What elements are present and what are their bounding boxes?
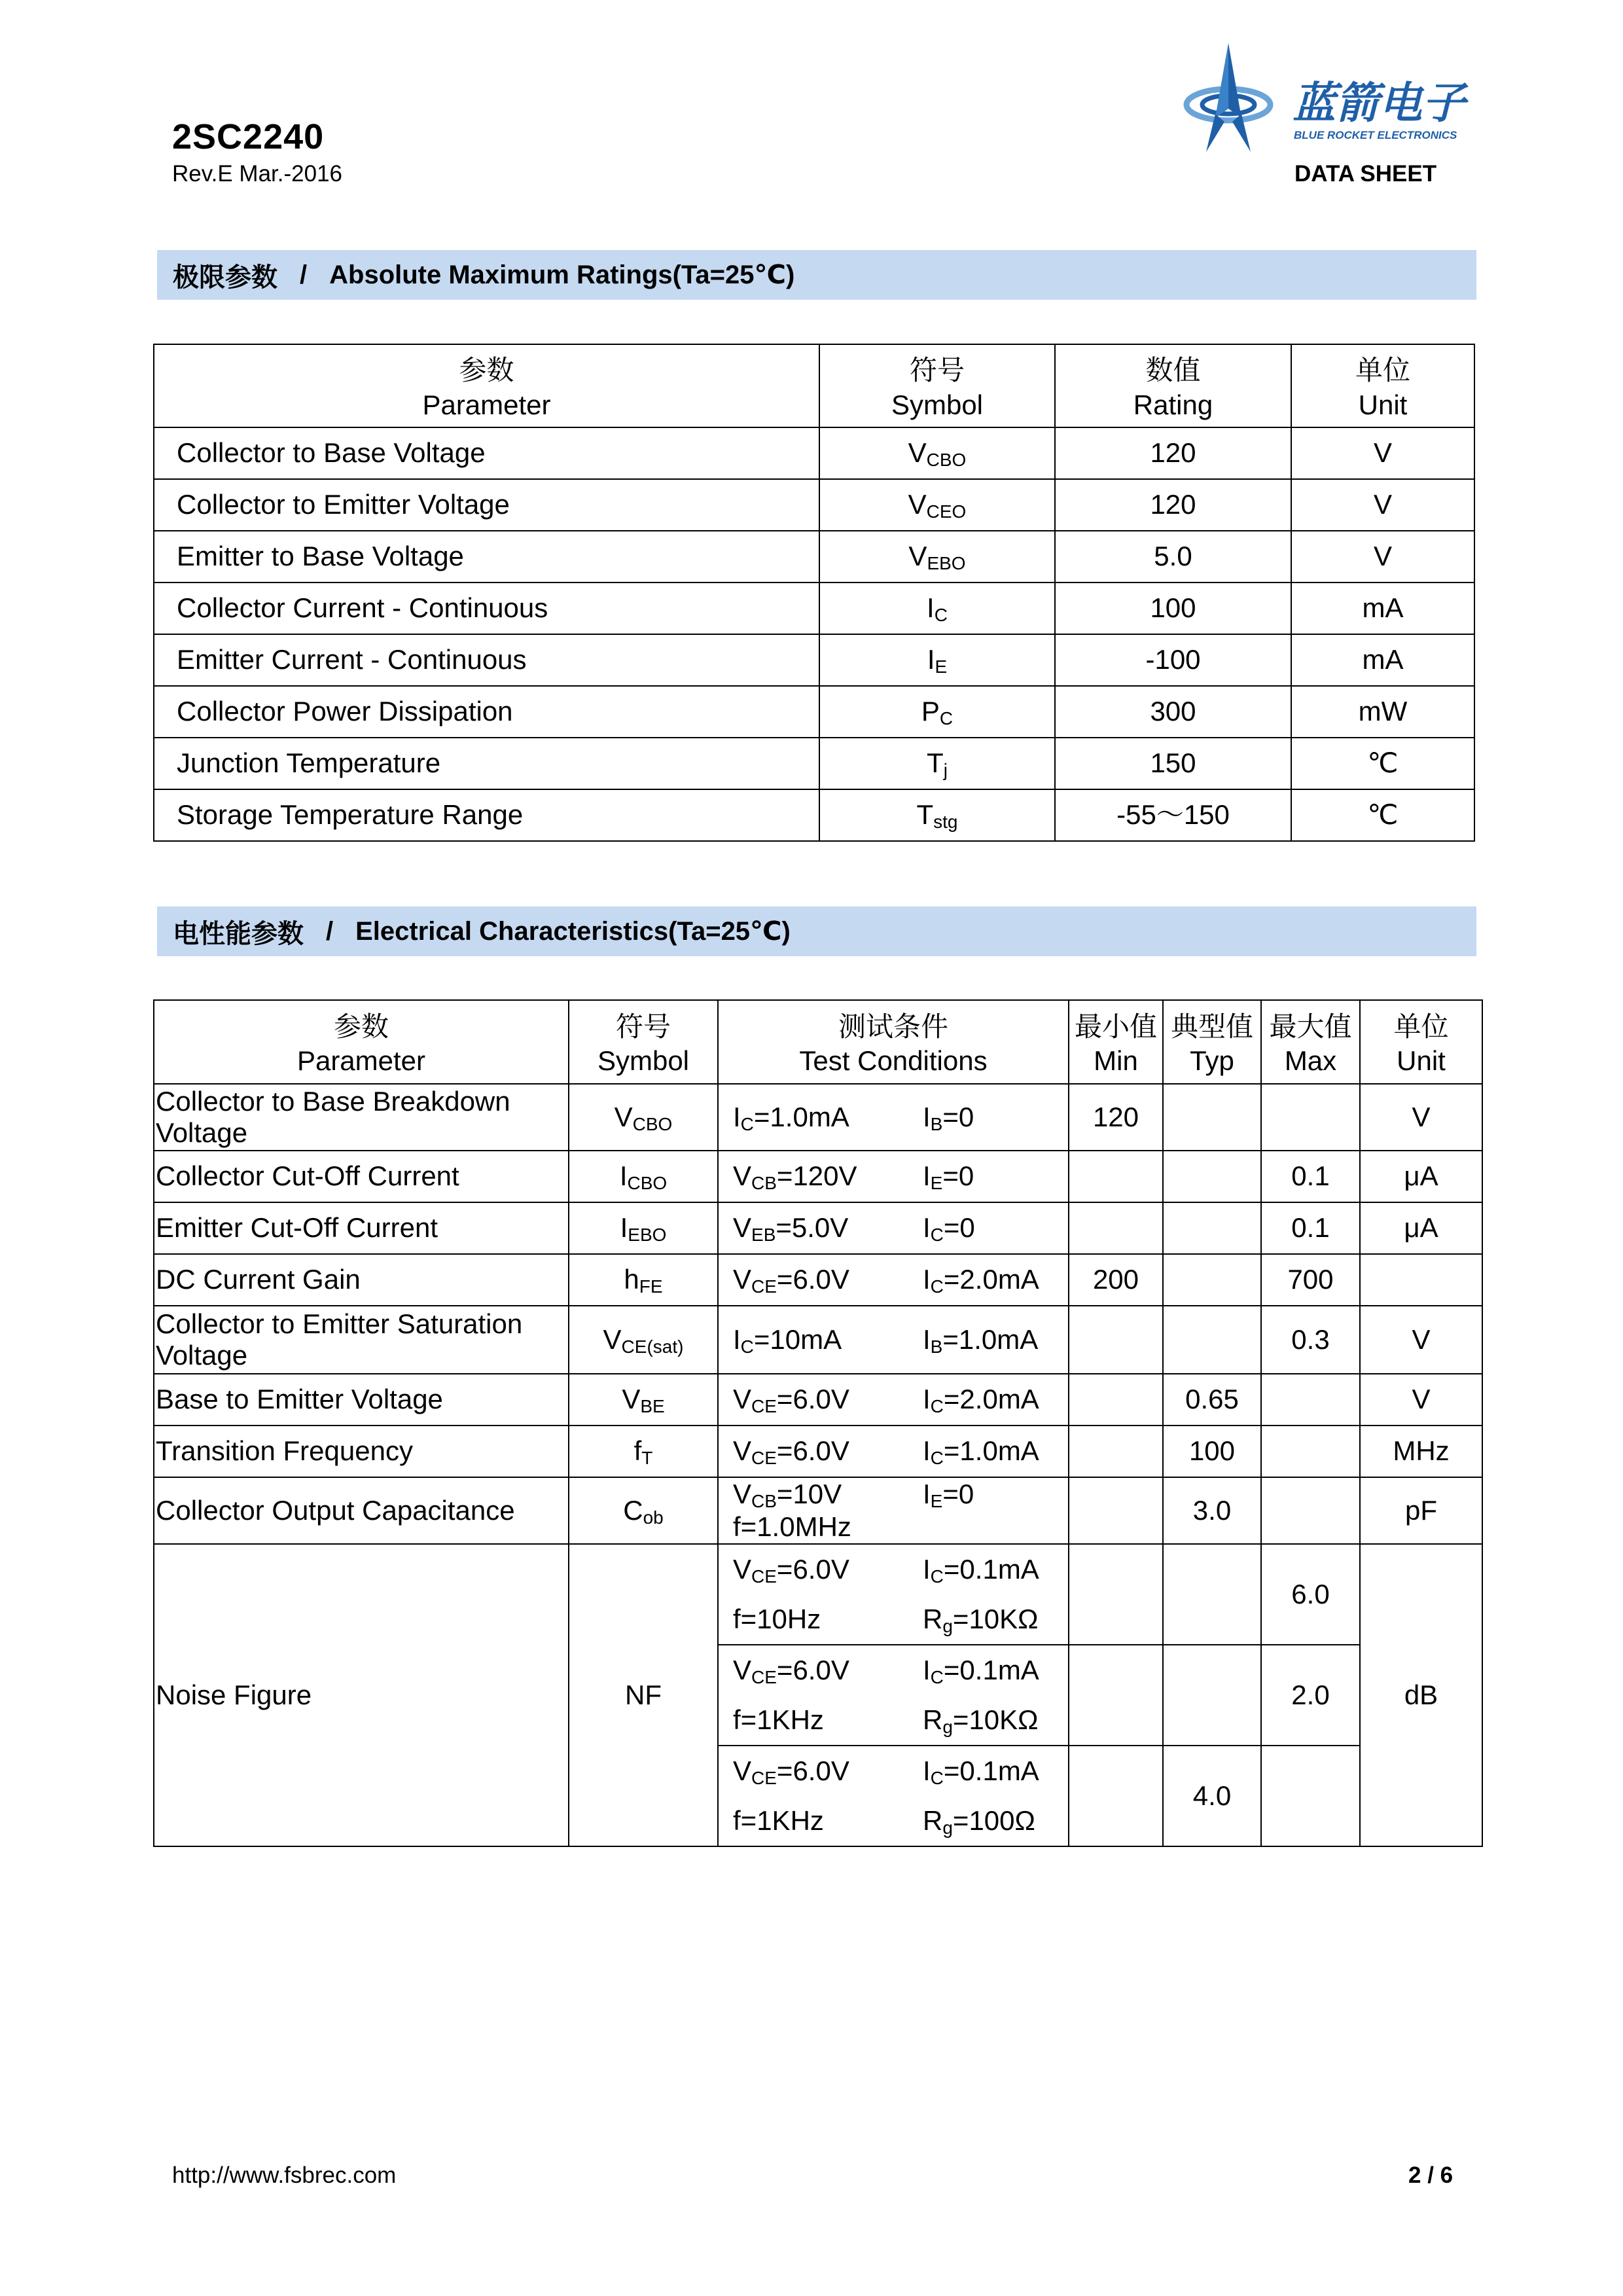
condition-frequency: f=10Hz	[733, 1604, 821, 1634]
elec-conditions	[718, 1084, 1069, 1151]
amr-rating: 300	[1055, 686, 1291, 738]
elec-unit: μA	[1360, 1202, 1482, 1254]
elec-min	[1069, 1477, 1163, 1544]
symbol-subscript: E	[935, 656, 948, 677]
condition-frequency: f=1.0MHz	[733, 1511, 851, 1542]
noise-max: 2.0	[1261, 1645, 1360, 1746]
symbol-subscript: C	[939, 708, 954, 729]
elec-max	[1261, 1084, 1360, 1151]
noise-parameter: Noise Figure	[154, 1544, 569, 1846]
symbol-main: f	[633, 1435, 642, 1467]
elec-unit: V	[1360, 1374, 1482, 1426]
symbol-main: I	[923, 1435, 931, 1467]
elec-min: 200	[1069, 1254, 1163, 1306]
elec-max: 0.3	[1261, 1306, 1360, 1374]
website-url[interactable]: http://www.fsbrec.com	[172, 2162, 397, 2188]
condition-value: =0	[942, 1160, 974, 1192]
elec-col-max: 最大值 Max	[1261, 1000, 1360, 1084]
amr-symbol	[819, 789, 1055, 841]
elec-typ	[1163, 1151, 1261, 1202]
elec-col-conditions: 测试条件 Test Conditions	[718, 1000, 1069, 1084]
symbol-subscript: g	[942, 1717, 953, 1737]
elec-row	[154, 1374, 1482, 1426]
elec-parameter: Collector Output Capacitance	[154, 1477, 569, 1544]
symbol-main: V	[733, 1384, 752, 1415]
elec-conditions	[718, 1254, 1069, 1306]
elec-min: 120	[1069, 1084, 1163, 1151]
condition-value: =6.0V	[776, 1655, 849, 1685]
revision-label: Rev.E Mar.-2016	[172, 161, 343, 187]
symbol-main: V	[603, 1323, 622, 1355]
symbol-main: V	[614, 1101, 633, 1132]
elec-title-separator: /	[326, 916, 334, 946]
elec-conditions	[718, 1374, 1069, 1426]
elec-symbol	[569, 1306, 718, 1374]
amr-rating: 120	[1055, 479, 1291, 531]
amr-row	[154, 583, 1474, 634]
elec-row	[154, 1202, 1482, 1254]
symbol-subscript: C	[930, 1225, 944, 1246]
noise-max	[1261, 1746, 1360, 1846]
symbol-subscript: EB	[751, 1225, 776, 1246]
amr-rating: -100	[1055, 634, 1291, 686]
symbol-subscript: E	[930, 1173, 943, 1194]
elec-conditions	[718, 1306, 1069, 1374]
elec-typ	[1163, 1202, 1261, 1254]
symbol-main: V	[733, 1160, 752, 1192]
amr-col-parameter: 参数 Parameter	[154, 344, 819, 427]
elec-unit: pF	[1360, 1477, 1482, 1544]
elec-unit: V	[1360, 1306, 1482, 1374]
amr-parameter: Emitter to Base Voltage	[154, 531, 819, 583]
condition-value: =10mA	[753, 1323, 842, 1355]
symbol-main: T	[916, 799, 934, 831]
symbol-subscript: B	[930, 1113, 943, 1134]
elec-max: 700	[1261, 1254, 1360, 1306]
elec-max: 0.1	[1261, 1151, 1360, 1202]
amr-header-row	[154, 344, 1474, 427]
symbol-subscript: C	[930, 1396, 944, 1417]
elec-title-en: Electrical Characteristics(Ta=25℃)	[355, 917, 791, 946]
elec-parameter: Collector to Base Breakdown Voltage	[154, 1084, 569, 1151]
elec-symbol	[569, 1426, 718, 1477]
elec-parameter: Collector Cut-Off Current	[154, 1151, 569, 1202]
noise-typ	[1163, 1645, 1261, 1746]
elec-conditions	[718, 1202, 1069, 1254]
symbol-subscript: ob	[643, 1507, 664, 1528]
elec-parameter: DC Current Gain	[154, 1254, 569, 1306]
symbol-main: I	[923, 1101, 931, 1132]
condition-value: =6.0V	[776, 1435, 849, 1467]
symbol-main: R	[923, 1704, 943, 1735]
amr-title-en: Absolute Maximum Ratings(Ta=25℃)	[329, 260, 795, 289]
symbol-main: V	[733, 1212, 752, 1244]
elec-row	[154, 1426, 1482, 1477]
amr-parameter: Junction Temperature	[154, 738, 819, 789]
symbol-subscript: C	[930, 1768, 944, 1788]
symbol-main: T	[927, 747, 944, 779]
symbol-subscript: CE	[751, 1448, 777, 1469]
amr-title-cn: 极限参数	[173, 262, 277, 292]
amr-unit: V	[1291, 531, 1474, 583]
condition-frequency: f=1KHz	[733, 1805, 824, 1836]
amr-col-unit: 单位 Unit	[1291, 344, 1474, 427]
noise-min	[1069, 1746, 1163, 1846]
condition-value: =120V	[776, 1160, 857, 1192]
condition-value: =10KΩ	[952, 1604, 1039, 1634]
symbol-main: I	[620, 1212, 628, 1244]
symbol-main: R	[923, 1805, 943, 1836]
condition-frequency: f=1KHz	[733, 1704, 824, 1735]
elec-symbol	[569, 1202, 718, 1254]
symbol-main: I	[923, 1160, 931, 1192]
noise-typ: 4.0	[1163, 1746, 1261, 1846]
elec-title-cn: 电性能参数	[173, 919, 304, 948]
amr-unit: V	[1291, 427, 1474, 479]
noise-conditions	[718, 1544, 1069, 1645]
noise-sub-row	[154, 1544, 1482, 1645]
symbol-subscript: CE(sat)	[621, 1336, 684, 1357]
amr-unit: mA	[1291, 583, 1474, 634]
amr-parameter: Collector to Base Voltage	[154, 427, 819, 479]
document-type: DATA SHEET	[1294, 161, 1437, 187]
elec-parameter: Transition Frequency	[154, 1426, 569, 1477]
elec-symbol	[569, 1374, 718, 1426]
elec-symbol	[569, 1254, 718, 1306]
symbol-subscript: FE	[639, 1276, 663, 1297]
elec-row	[154, 1084, 1482, 1151]
amr-parameter: Storage Temperature Range	[154, 789, 819, 841]
elec-typ	[1163, 1084, 1261, 1151]
symbol-main: P	[921, 696, 940, 727]
logo-company-cn: 蓝箭电子	[1293, 78, 1465, 128]
amr-unit: ℃	[1291, 789, 1474, 841]
amr-symbol	[819, 583, 1055, 634]
symbol-subscript: C	[740, 1336, 754, 1357]
condition-value: =0	[943, 1212, 975, 1244]
elec-symbol	[569, 1084, 718, 1151]
amr-row	[154, 789, 1474, 841]
amr-symbol	[819, 479, 1055, 531]
symbol-main: I	[923, 1554, 931, 1585]
elec-typ: 100	[1163, 1426, 1261, 1477]
condition-value: =0	[942, 1479, 974, 1509]
amr-row	[154, 738, 1474, 789]
elec-max: 0.1	[1261, 1202, 1360, 1254]
symbol-main: I	[923, 1755, 931, 1786]
symbol-subscript: C	[930, 1667, 944, 1687]
amr-unit: ℃	[1291, 738, 1474, 789]
elec-min	[1069, 1426, 1163, 1477]
condition-value: =6.0V	[776, 1384, 849, 1415]
symbol-subscript: CE	[751, 1396, 777, 1417]
amr-row	[154, 531, 1474, 583]
condition-value: =1.0mA	[753, 1101, 849, 1132]
amr-symbol	[819, 427, 1055, 479]
amr-rating: 100	[1055, 583, 1291, 634]
elec-unit: MHz	[1360, 1426, 1482, 1477]
elec-typ	[1163, 1254, 1261, 1306]
elec-row	[154, 1151, 1482, 1202]
symbol-subscript: CBO	[926, 450, 967, 471]
elec-col-typ: 典型值 Typ	[1163, 1000, 1261, 1084]
symbol-main: V	[733, 1264, 752, 1295]
symbol-subscript: E	[930, 1491, 943, 1511]
symbol-main: V	[908, 437, 927, 469]
amr-rating: 120	[1055, 427, 1291, 479]
elec-row	[154, 1254, 1482, 1306]
symbol-subscript: T	[641, 1448, 653, 1469]
noise-symbol: NF	[569, 1544, 718, 1846]
symbol-subscript: CEO	[926, 501, 967, 522]
noise-typ	[1163, 1544, 1261, 1645]
condition-value: =0.1mA	[943, 1554, 1039, 1585]
amr-symbol	[819, 686, 1055, 738]
symbol-subscript: B	[930, 1336, 943, 1357]
elec-min	[1069, 1151, 1163, 1202]
condition-value: =0	[942, 1101, 974, 1132]
amr-unit: V	[1291, 479, 1474, 531]
amr-title-separator: /	[300, 260, 308, 289]
elec-unit: μA	[1360, 1151, 1482, 1202]
symbol-main: V	[908, 541, 927, 572]
symbol-main: I	[923, 1655, 931, 1685]
elec-parameter: Emitter Cut-Off Current	[154, 1202, 569, 1254]
symbol-subscript: CE	[751, 1566, 777, 1587]
elec-typ: 0.65	[1163, 1374, 1261, 1426]
amr-parameter: Collector Power Dissipation	[154, 686, 819, 738]
condition-value: =0.1mA	[943, 1755, 1039, 1786]
symbol-subscript: C	[930, 1566, 944, 1587]
condition-value: =100Ω	[952, 1805, 1035, 1836]
amr-unit: mW	[1291, 686, 1474, 738]
condition-value: =5.0V	[776, 1212, 849, 1244]
symbol-subscript: C	[930, 1448, 944, 1469]
elec-min	[1069, 1306, 1163, 1374]
symbol-subscript: stg	[933, 812, 958, 833]
symbol-main: V	[733, 1479, 752, 1509]
condition-value: =10KΩ	[952, 1704, 1039, 1735]
symbol-main: I	[733, 1101, 741, 1132]
elec-row	[154, 1477, 1482, 1544]
symbol-main: R	[923, 1604, 943, 1634]
noise-conditions	[718, 1645, 1069, 1746]
amr-row	[154, 634, 1474, 686]
symbol-subscript: C	[930, 1276, 944, 1297]
amr-rating: 150	[1055, 738, 1291, 789]
part-number: 2SC2240	[172, 117, 325, 156]
amr-symbol	[819, 531, 1055, 583]
symbol-subscript: j	[943, 760, 948, 781]
condition-value: =6.0V	[776, 1554, 849, 1585]
elec-table	[153, 999, 1483, 1847]
symbol-main: V	[733, 1655, 752, 1685]
symbol-subscript: EBO	[927, 553, 966, 574]
elec-max	[1261, 1426, 1360, 1477]
elec-min	[1069, 1202, 1163, 1254]
elec-col-min: 最小值 Min	[1069, 1000, 1163, 1084]
symbol-subscript: CB	[751, 1491, 777, 1511]
symbol-main: I	[923, 1264, 931, 1295]
elec-col-parameter: 参数 Parameter	[154, 1000, 569, 1084]
amr-row	[154, 686, 1474, 738]
elec-symbol	[569, 1151, 718, 1202]
condition-value: =1.0mA	[943, 1435, 1039, 1467]
blue-rocket-logo	[1181, 41, 1489, 158]
elec-min	[1069, 1374, 1163, 1426]
elec-col-symbol: 符号 Symbol	[569, 1000, 718, 1084]
elec-row	[154, 1306, 1482, 1374]
condition-value: =6.0V	[776, 1264, 849, 1295]
symbol-main: h	[624, 1264, 639, 1295]
symbol-subscript: CBO	[627, 1173, 668, 1194]
symbol-subscript: BE	[640, 1396, 665, 1417]
elec-typ: 3.0	[1163, 1477, 1261, 1544]
symbol-subscript: CB	[751, 1173, 777, 1194]
symbol-subscript: g	[942, 1616, 953, 1636]
amr-col-rating: 数值 Rating	[1055, 344, 1291, 427]
elec-parameter: Collector to Emitter Saturation Voltage	[154, 1306, 569, 1374]
amr-parameter: Emitter Current - Continuous	[154, 634, 819, 686]
symbol-main: I	[733, 1323, 741, 1355]
symbol-subscript: EBO	[628, 1225, 667, 1246]
symbol-main: I	[923, 1479, 931, 1509]
symbol-main: I	[923, 1212, 931, 1244]
condition-value: =2.0mA	[943, 1264, 1039, 1295]
symbol-main: I	[923, 1323, 931, 1355]
elec-unit	[1360, 1254, 1482, 1306]
amr-section-bar	[157, 250, 1476, 300]
symbol-subscript: CBO	[632, 1113, 673, 1134]
amr-rating: 5.0	[1055, 531, 1291, 583]
condition-value: =1.0mA	[942, 1323, 1039, 1355]
symbol-subscript: CE	[751, 1768, 777, 1788]
elec-parameter: Base to Emitter Voltage	[154, 1374, 569, 1426]
elec-typ	[1163, 1306, 1261, 1374]
amr-unit: mA	[1291, 634, 1474, 686]
elec-col-unit: 单位 Unit	[1360, 1000, 1482, 1084]
symbol-main: I	[923, 1384, 931, 1415]
noise-min	[1069, 1544, 1163, 1645]
noise-unit: dB	[1360, 1544, 1482, 1846]
noise-conditions	[718, 1746, 1069, 1846]
symbol-subscript: CE	[751, 1667, 777, 1687]
page-number: 2 / 6	[1408, 2162, 1454, 2188]
condition-value: =6.0V	[776, 1755, 849, 1786]
elec-max	[1261, 1477, 1360, 1544]
elec-conditions	[718, 1426, 1069, 1477]
symbol-main: I	[619, 1160, 628, 1192]
symbol-main: V	[733, 1435, 752, 1467]
symbol-main: V	[733, 1755, 752, 1786]
elec-max	[1261, 1374, 1360, 1426]
elec-section-bar	[157, 906, 1476, 956]
amr-symbol	[819, 634, 1055, 686]
logo-company-en: BLUE ROCKET ELECTRONICS	[1294, 129, 1457, 141]
condition-value: =0.1mA	[943, 1655, 1039, 1685]
symbol-subscript: CE	[751, 1276, 777, 1297]
amr-col-symbol: 符号 Symbol	[819, 344, 1055, 427]
symbol-main: V	[733, 1554, 752, 1585]
elec-conditions	[718, 1151, 1069, 1202]
symbol-subscript: C	[934, 605, 948, 626]
symbol-main: V	[908, 489, 927, 520]
noise-max: 6.0	[1261, 1544, 1360, 1645]
amr-table	[153, 344, 1475, 842]
condition-value: =10V	[776, 1479, 842, 1509]
amr-row	[154, 427, 1474, 479]
amr-parameter: Collector Current - Continuous	[154, 583, 819, 634]
elec-conditions	[718, 1477, 1069, 1544]
symbol-subscript: C	[740, 1113, 754, 1134]
symbol-subscript: g	[942, 1818, 953, 1838]
elec-symbol	[569, 1477, 718, 1544]
amr-row	[154, 479, 1474, 531]
amr-rating: -55～150	[1055, 789, 1291, 841]
symbol-main: I	[927, 592, 935, 624]
condition-value: =2.0mA	[943, 1384, 1039, 1415]
symbol-main: V	[622, 1384, 641, 1415]
elec-header-row	[154, 1000, 1482, 1084]
noise-min	[1069, 1645, 1163, 1746]
symbol-main: C	[623, 1494, 643, 1526]
amr-parameter: Collector to Emitter Voltage	[154, 479, 819, 531]
amr-symbol	[819, 738, 1055, 789]
elec-unit: V	[1360, 1084, 1482, 1151]
symbol-main: I	[927, 644, 935, 675]
